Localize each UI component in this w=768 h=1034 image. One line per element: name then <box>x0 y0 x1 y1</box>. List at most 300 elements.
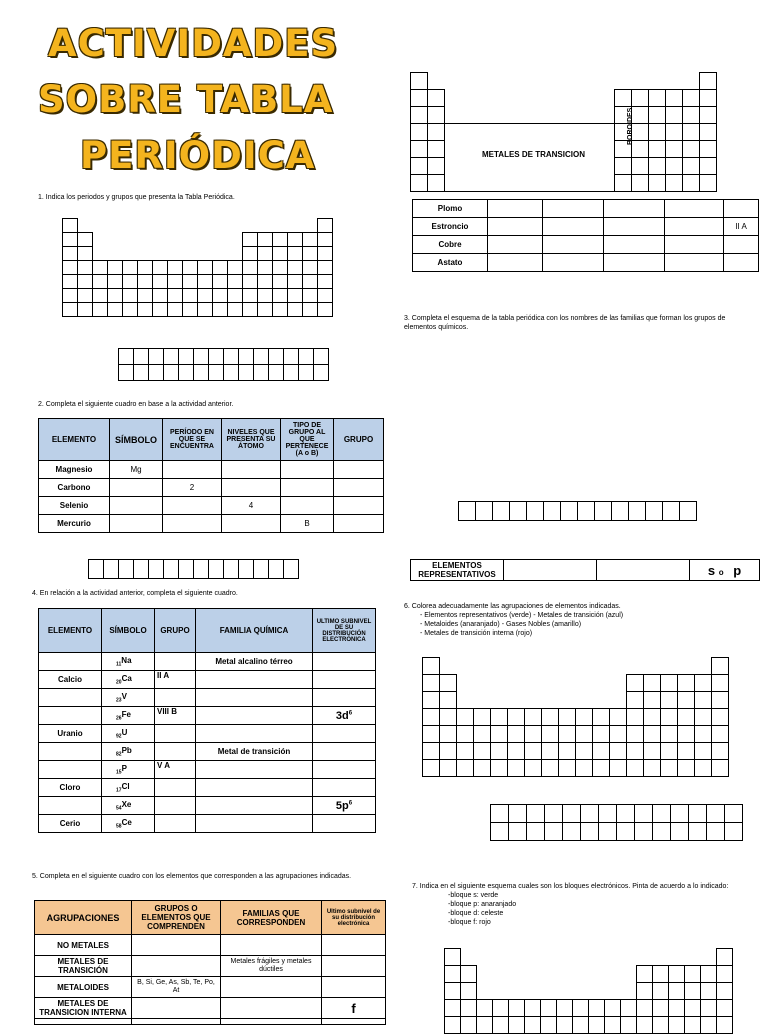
element-cell[interactable] <box>427 157 445 175</box>
inner-transition-cell[interactable] <box>163 364 179 381</box>
table-cell[interactable] <box>222 479 281 497</box>
element-cell[interactable] <box>626 759 644 777</box>
element-cell[interactable] <box>439 742 457 760</box>
element-cell[interactable] <box>272 246 288 261</box>
element-cell[interactable] <box>652 999 669 1017</box>
inner-transition-cell[interactable] <box>223 559 239 579</box>
element-cell[interactable] <box>694 708 712 726</box>
element-cell[interactable] <box>648 174 666 192</box>
element-cell[interactable] <box>456 708 474 726</box>
element-cell[interactable] <box>648 123 666 141</box>
element-cell[interactable] <box>444 965 461 983</box>
element-cell[interactable] <box>716 948 733 966</box>
element-cell[interactable] <box>439 725 457 743</box>
element-cell[interactable] <box>614 157 632 175</box>
table-cell[interactable] <box>281 461 334 479</box>
element-cell[interactable] <box>682 106 700 124</box>
element-name[interactable] <box>39 689 102 707</box>
element-cell[interactable] <box>122 288 138 303</box>
inner-transition-cell[interactable] <box>298 348 314 365</box>
element-cell[interactable] <box>439 674 457 692</box>
element-cell[interactable] <box>460 1016 477 1034</box>
element-cell[interactable] <box>572 1016 589 1034</box>
element-cell[interactable] <box>182 288 198 303</box>
element-cell[interactable] <box>182 260 198 275</box>
element-cell[interactable] <box>636 965 653 983</box>
group-cell[interactable] <box>155 743 196 761</box>
element-cell[interactable] <box>540 999 557 1017</box>
element-cell[interactable] <box>62 288 78 303</box>
element-cell[interactable] <box>507 708 525 726</box>
element-cell[interactable] <box>711 725 729 743</box>
element-cell[interactable] <box>648 106 666 124</box>
element-cell[interactable] <box>643 674 661 692</box>
element-cell[interactable] <box>700 1016 717 1034</box>
subnivel-cell[interactable] <box>313 815 376 833</box>
element-cell[interactable] <box>684 999 701 1017</box>
element-cell[interactable] <box>444 1016 461 1034</box>
element-cell[interactable] <box>643 742 661 760</box>
element-cell[interactable] <box>700 982 717 1000</box>
inner-transition-cell[interactable] <box>163 559 179 579</box>
element-cell[interactable] <box>699 157 717 175</box>
element-cell[interactable] <box>317 288 333 303</box>
family-cell[interactable] <box>196 815 313 833</box>
element-cell[interactable] <box>422 759 440 777</box>
inner-transition-cell[interactable] <box>526 822 545 841</box>
table-cell[interactable] <box>110 479 163 497</box>
element-cell[interactable] <box>460 999 477 1017</box>
element-cell[interactable] <box>677 725 695 743</box>
element-cell[interactable] <box>643 725 661 743</box>
subnivel-cell[interactable] <box>313 725 376 743</box>
element-name[interactable] <box>39 761 102 779</box>
element-cell[interactable] <box>422 691 440 709</box>
table-cell[interactable] <box>110 497 163 515</box>
inner-transition-cell[interactable] <box>163 348 179 365</box>
element-cell[interactable] <box>473 742 491 760</box>
table-cell[interactable] <box>281 497 334 515</box>
element-cell[interactable] <box>626 691 644 709</box>
element-cell[interactable] <box>77 302 93 317</box>
element-cell[interactable] <box>212 260 228 275</box>
element-cell[interactable] <box>302 302 318 317</box>
element-cell[interactable] <box>652 982 669 1000</box>
element-cell[interactable] <box>660 708 678 726</box>
inner-transition-cell[interactable] <box>238 348 254 365</box>
element-cell[interactable] <box>716 965 733 983</box>
subnivel-cell[interactable] <box>313 761 376 779</box>
subnivel-cell[interactable] <box>313 743 376 761</box>
table-cell[interactable] <box>132 956 221 977</box>
inner-transition-cell[interactable] <box>253 364 269 381</box>
inner-transition-cell[interactable] <box>508 822 527 841</box>
element-cell[interactable] <box>652 965 669 983</box>
element-cell[interactable] <box>227 302 243 317</box>
inner-transition-cell[interactable] <box>283 559 299 579</box>
element-cell[interactable] <box>444 948 461 966</box>
element-cell[interactable] <box>460 965 477 983</box>
table-cell[interactable] <box>221 977 322 998</box>
element-cell[interactable] <box>507 742 525 760</box>
element-cell[interactable] <box>122 260 138 275</box>
element-cell[interactable] <box>648 157 666 175</box>
element-cell[interactable] <box>460 982 477 1000</box>
element-cell[interactable] <box>167 288 183 303</box>
element-cell[interactable] <box>541 725 559 743</box>
inner-transition-cell[interactable] <box>598 804 617 823</box>
element-cell[interactable] <box>444 982 461 1000</box>
element-cell[interactable] <box>665 157 683 175</box>
element-cell[interactable] <box>524 742 542 760</box>
element-cell[interactable] <box>524 725 542 743</box>
element-cell[interactable] <box>588 1016 605 1034</box>
table-cell[interactable] <box>334 515 384 533</box>
element-cell[interactable] <box>665 89 683 107</box>
element-cell[interactable] <box>167 274 183 289</box>
inner-transition-cell[interactable] <box>178 348 194 365</box>
inner-transition-cell[interactable] <box>580 822 599 841</box>
inner-transition-cell[interactable] <box>490 804 509 823</box>
element-cell[interactable] <box>540 1016 557 1034</box>
inner-transition-cell[interactable] <box>562 804 581 823</box>
inner-transition-cell[interactable] <box>133 364 149 381</box>
table-cell[interactable] <box>132 935 221 956</box>
element-cell[interactable] <box>636 999 653 1017</box>
element-cell[interactable] <box>92 302 108 317</box>
family-cell[interactable] <box>196 779 313 797</box>
element-cell[interactable] <box>77 260 93 275</box>
element-cell[interactable] <box>107 302 123 317</box>
inner-transition-cell[interactable] <box>652 822 671 841</box>
table-cell[interactable] <box>163 461 222 479</box>
inner-transition-cell[interactable] <box>313 364 329 381</box>
element-cell[interactable] <box>660 691 678 709</box>
element-cell[interactable] <box>473 725 491 743</box>
element-cell[interactable] <box>317 302 333 317</box>
element-cell[interactable] <box>575 742 593 760</box>
element-cell[interactable] <box>558 742 576 760</box>
element-cell[interactable] <box>122 274 138 289</box>
table-cell[interactable] <box>322 956 386 977</box>
element-cell[interactable] <box>682 89 700 107</box>
inner-transition-cell[interactable] <box>544 804 563 823</box>
table-cell[interactable] <box>163 515 222 533</box>
element-cell[interactable] <box>711 691 729 709</box>
element-cell[interactable] <box>592 742 610 760</box>
element-cell[interactable] <box>609 708 627 726</box>
element-cell[interactable] <box>694 691 712 709</box>
inner-transition-cell[interactable] <box>268 559 284 579</box>
element-cell[interactable] <box>62 246 78 261</box>
element-cell[interactable] <box>524 708 542 726</box>
element-cell[interactable] <box>242 232 258 247</box>
table-cell[interactable] <box>334 461 384 479</box>
inner-transition-cell[interactable] <box>475 501 493 521</box>
element-cell[interactable] <box>152 302 168 317</box>
element-cell[interactable] <box>592 759 610 777</box>
element-cell[interactable] <box>242 246 258 261</box>
element-cell[interactable] <box>287 274 303 289</box>
element-cell[interactable] <box>620 1016 637 1034</box>
inner-transition-cell[interactable] <box>634 804 653 823</box>
element-cell[interactable] <box>456 725 474 743</box>
inner-transition-cell[interactable] <box>670 804 689 823</box>
element-cell[interactable] <box>592 708 610 726</box>
group-cell[interactable] <box>155 779 196 797</box>
inner-transition-cell[interactable] <box>268 364 284 381</box>
element-cell[interactable] <box>699 123 717 141</box>
element-cell[interactable] <box>287 232 303 247</box>
element-cell[interactable] <box>287 288 303 303</box>
inner-transition-cell[interactable] <box>562 822 581 841</box>
table-cell[interactable] <box>334 479 384 497</box>
element-cell[interactable] <box>558 725 576 743</box>
element-cell[interactable] <box>439 691 457 709</box>
element-cell[interactable] <box>524 1016 541 1034</box>
inner-transition-cell[interactable] <box>724 822 743 841</box>
inner-transition-cell[interactable] <box>577 501 595 521</box>
element-cell[interactable] <box>490 742 508 760</box>
element-cell[interactable] <box>699 72 717 90</box>
element-cell[interactable] <box>410 89 428 107</box>
inner-transition-cell[interactable] <box>509 501 527 521</box>
inner-transition-cell[interactable] <box>688 822 707 841</box>
element-cell[interactable] <box>684 1016 701 1034</box>
inner-transition-cell[interactable] <box>208 348 224 365</box>
element-cell[interactable] <box>422 725 440 743</box>
inner-transition-cell[interactable] <box>283 364 299 381</box>
element-cell[interactable] <box>604 1016 621 1034</box>
inner-transition-cell[interactable] <box>118 559 134 579</box>
element-cell[interactable] <box>473 708 491 726</box>
element-cell[interactable] <box>182 274 198 289</box>
inner-transition-cell[interactable] <box>645 501 663 521</box>
inner-transition-cell[interactable] <box>133 348 149 365</box>
element-cell[interactable] <box>575 708 593 726</box>
element-cell[interactable] <box>677 742 695 760</box>
element-cell[interactable] <box>711 759 729 777</box>
element-cell[interactable] <box>107 274 123 289</box>
element-cell[interactable] <box>122 302 138 317</box>
element-cell[interactable] <box>473 759 491 777</box>
element-cell[interactable] <box>541 708 559 726</box>
element-cell[interactable] <box>490 725 508 743</box>
element-cell[interactable] <box>592 725 610 743</box>
element-cell[interactable] <box>682 174 700 192</box>
element-cell[interactable] <box>558 708 576 726</box>
element-cell[interactable] <box>668 1016 685 1034</box>
inner-transition-cell[interactable] <box>223 348 239 365</box>
element-cell[interactable] <box>677 759 695 777</box>
table-cell[interactable] <box>221 998 322 1019</box>
element-cell[interactable] <box>490 759 508 777</box>
inner-transition-cell[interactable] <box>679 501 697 521</box>
element-cell[interactable] <box>648 140 666 158</box>
element-cell[interactable] <box>197 302 213 317</box>
element-cell[interactable] <box>272 232 288 247</box>
element-cell[interactable] <box>427 106 445 124</box>
subnivel-cell[interactable] <box>313 779 376 797</box>
element-cell[interactable] <box>302 246 318 261</box>
inner-transition-cell[interactable] <box>178 364 194 381</box>
element-cell[interactable] <box>604 999 621 1017</box>
element-cell[interactable] <box>287 260 303 275</box>
element-cell[interactable] <box>317 246 333 261</box>
element-cell[interactable] <box>668 999 685 1017</box>
element-cell[interactable] <box>699 106 717 124</box>
element-cell[interactable] <box>137 302 153 317</box>
inner-transition-cell[interactable] <box>313 348 329 365</box>
element-cell[interactable] <box>410 72 428 90</box>
element-cell[interactable] <box>62 218 78 233</box>
element-cell[interactable] <box>668 965 685 983</box>
element-cell[interactable] <box>556 999 573 1017</box>
inner-transition-cell[interactable] <box>670 822 689 841</box>
element-cell[interactable] <box>227 260 243 275</box>
inner-transition-cell[interactable] <box>492 501 510 521</box>
element-cell[interactable] <box>492 1016 509 1034</box>
element-cell[interactable] <box>197 274 213 289</box>
inner-transition-cell[interactable] <box>508 804 527 823</box>
inner-transition-cell[interactable] <box>118 348 134 365</box>
element-cell[interactable] <box>182 302 198 317</box>
element-cell[interactable] <box>626 708 644 726</box>
inner-transition-cell[interactable] <box>616 822 635 841</box>
element-cell[interactable] <box>558 759 576 777</box>
element-cell[interactable] <box>444 999 461 1017</box>
element-cell[interactable] <box>711 674 729 692</box>
inner-transition-cell[interactable] <box>598 822 617 841</box>
subnivel-cell[interactable] <box>313 653 376 671</box>
element-cell[interactable] <box>609 759 627 777</box>
element-cell[interactable] <box>684 982 701 1000</box>
element-cell[interactable] <box>665 106 683 124</box>
element-cell[interactable] <box>62 232 78 247</box>
inner-transition-cell[interactable] <box>268 348 284 365</box>
element-cell[interactable] <box>152 274 168 289</box>
inner-transition-cell[interactable] <box>283 348 299 365</box>
element-cell[interactable] <box>422 657 440 675</box>
element-cell[interactable] <box>427 140 445 158</box>
element-cell[interactable] <box>272 288 288 303</box>
element-cell[interactable] <box>410 157 428 175</box>
element-cell[interactable] <box>257 246 273 261</box>
element-cell[interactable] <box>652 1016 669 1034</box>
element-name[interactable] <box>39 707 102 725</box>
element-cell[interactable] <box>631 174 649 192</box>
element-cell[interactable] <box>107 288 123 303</box>
inner-transition-cell[interactable] <box>148 364 164 381</box>
element-cell[interactable] <box>524 999 541 1017</box>
inner-transition-cell[interactable] <box>298 364 314 381</box>
inner-transition-cell[interactable] <box>88 559 104 579</box>
element-cell[interactable] <box>137 274 153 289</box>
element-cell[interactable] <box>626 674 644 692</box>
inner-transition-cell[interactable] <box>193 348 209 365</box>
inner-transition-cell[interactable] <box>688 804 707 823</box>
inner-transition-cell[interactable] <box>543 501 561 521</box>
element-cell[interactable] <box>227 274 243 289</box>
element-cell[interactable] <box>422 742 440 760</box>
inner-transition-cell[interactable] <box>706 804 725 823</box>
element-cell[interactable] <box>410 174 428 192</box>
element-cell[interactable] <box>665 123 683 141</box>
element-cell[interactable] <box>694 742 712 760</box>
family-cell[interactable] <box>196 725 313 743</box>
inner-transition-cell[interactable] <box>634 822 653 841</box>
table-cell[interactable] <box>334 497 384 515</box>
element-cell[interactable] <box>620 999 637 1017</box>
element-cell[interactable] <box>167 302 183 317</box>
inner-transition-cell[interactable] <box>253 348 269 365</box>
element-cell[interactable] <box>257 260 273 275</box>
element-cell[interactable] <box>257 302 273 317</box>
inner-transition-cell[interactable] <box>490 822 509 841</box>
family-cell[interactable] <box>196 689 313 707</box>
element-cell[interactable] <box>636 982 653 1000</box>
element-cell[interactable] <box>643 708 661 726</box>
element-cell[interactable] <box>716 999 733 1017</box>
element-cell[interactable] <box>682 123 700 141</box>
element-cell[interactable] <box>422 708 440 726</box>
element-cell[interactable] <box>508 1016 525 1034</box>
element-cell[interactable] <box>427 174 445 192</box>
element-cell[interactable] <box>272 274 288 289</box>
element-cell[interactable] <box>439 759 457 777</box>
group-cell[interactable] <box>155 653 196 671</box>
element-cell[interactable] <box>152 260 168 275</box>
element-cell[interactable] <box>212 274 228 289</box>
element-cell[interactable] <box>682 140 700 158</box>
element-cell[interactable] <box>410 123 428 141</box>
inner-transition-cell[interactable] <box>526 501 544 521</box>
element-cell[interactable] <box>302 232 318 247</box>
element-cell[interactable] <box>302 260 318 275</box>
element-cell[interactable] <box>272 260 288 275</box>
element-cell[interactable] <box>575 725 593 743</box>
element-cell[interactable] <box>643 691 661 709</box>
element-cell[interactable] <box>476 999 493 1017</box>
element-cell[interactable] <box>700 965 717 983</box>
inner-transition-cell[interactable] <box>238 364 254 381</box>
element-cell[interactable] <box>541 742 559 760</box>
table-cell[interactable] <box>163 497 222 515</box>
group-cell[interactable] <box>155 815 196 833</box>
inner-transition-cell[interactable] <box>628 501 646 521</box>
element-cell[interactable] <box>660 742 678 760</box>
element-cell[interactable] <box>62 260 78 275</box>
inner-transition-cell[interactable] <box>616 804 635 823</box>
element-name[interactable] <box>39 797 102 815</box>
element-cell[interactable] <box>694 674 712 692</box>
element-cell[interactable] <box>77 246 93 261</box>
element-cell[interactable] <box>427 123 445 141</box>
element-cell[interactable] <box>614 174 632 192</box>
element-cell[interactable] <box>287 246 303 261</box>
element-cell[interactable] <box>492 999 509 1017</box>
element-cell[interactable] <box>507 759 525 777</box>
element-cell[interactable] <box>588 999 605 1017</box>
element-cell[interactable] <box>575 759 593 777</box>
element-cell[interactable] <box>257 288 273 303</box>
table-cell[interactable] <box>132 998 221 1019</box>
element-cell[interactable] <box>665 174 683 192</box>
element-cell[interactable] <box>77 274 93 289</box>
table-cell[interactable] <box>110 515 163 533</box>
element-cell[interactable] <box>167 260 183 275</box>
element-cell[interactable] <box>317 232 333 247</box>
